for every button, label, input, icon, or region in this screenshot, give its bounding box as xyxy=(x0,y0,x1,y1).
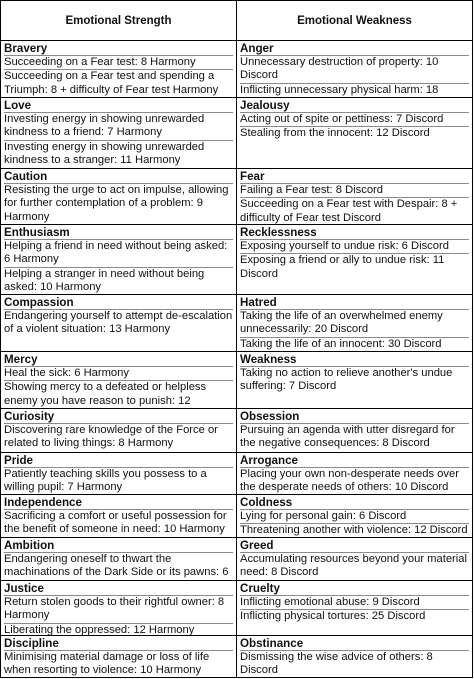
table-row xyxy=(1,636,473,678)
strength-title: Justice xyxy=(4,582,44,595)
weakness-entry: Inflicting emotional abuse: 9 Discord xyxy=(240,595,469,609)
weakness-title: Arrogance xyxy=(240,454,298,467)
weakness-title: Coldness xyxy=(240,496,293,509)
weakness-title: Hatred xyxy=(240,296,277,309)
weakness-title: Fear xyxy=(240,170,265,183)
strength-entry: Helping a friend in need without being asked: 6 Harmony xyxy=(4,239,233,267)
table-row xyxy=(1,409,473,453)
weakness-title: Anger xyxy=(240,42,274,55)
strength-title: Bravery xyxy=(4,42,48,55)
weakness-entry: Taking no action to relieve another's undue suffering: 7 Discord xyxy=(240,366,469,394)
strength-entry: Investing energy in showing unrewarded kindness to a friend: 7 Harmony xyxy=(4,112,233,140)
strength-title: Compassion xyxy=(4,296,74,309)
strength-cell xyxy=(1,538,237,580)
weakness-title: Weakness xyxy=(240,353,297,366)
table-row xyxy=(1,169,473,225)
strength-cell xyxy=(1,352,237,408)
weakness-entry: Taking the life of an overwhelmed enemy unnecessarily: 20 Discord xyxy=(240,309,469,337)
strength-cell xyxy=(1,581,237,635)
weakness-cell xyxy=(237,41,473,97)
strength-cell xyxy=(1,225,237,294)
strength-entry: Discovering rare knowledge of the Force or related to living things: 8 Harmony xyxy=(4,423,233,451)
strength-entry: Return stolen goods to their rightful owner: 8 Harmony xyxy=(4,595,233,623)
header-strength-label: Emotional Strength xyxy=(65,15,172,27)
weakness-entry: Succeeding on a Fear test with Despair: 8 + difficulty of Fear test Discord xyxy=(240,197,469,224)
strength-title: Pride xyxy=(4,454,33,467)
strength-entry: Succeeding on a Fear test: 8 Harmony xyxy=(4,55,233,69)
weakness-title: Jealousy xyxy=(240,99,290,112)
table-row xyxy=(1,98,473,169)
strength-entry: Investing energy in showing unrewarded kindness to a stranger: 11 Harmony xyxy=(4,140,233,168)
strength-title: Mercy xyxy=(4,353,38,366)
weakness-cell xyxy=(237,295,473,351)
strength-title: Love xyxy=(4,99,32,112)
strength-cell xyxy=(1,453,237,494)
strength-entry: Endangering yourself to attempt de-escalation of a violent situation: 13 Harmony xyxy=(4,310,233,336)
header-weakness-label: Emotional Weakness xyxy=(297,15,412,27)
strength-title: Ambition xyxy=(4,539,55,552)
weakness-entry: Exposing a friend or ally to undue risk: 11 Discord xyxy=(240,253,469,281)
table-row xyxy=(1,295,473,352)
strength-cell xyxy=(1,409,237,452)
weakness-title: Recklessness xyxy=(240,226,317,239)
strength-title: Enthusiasm xyxy=(4,226,70,239)
table-row xyxy=(1,352,473,409)
strength-cell xyxy=(1,636,237,677)
weakness-entry: Inflicting physical tortures: 25 Discord xyxy=(240,609,469,623)
strength-entry: Minimising material damage or loss of life when resorting to violence: 10 Harmony xyxy=(4,650,233,677)
strength-cell xyxy=(1,169,237,224)
strength-entry: Helping a stranger in need without being asked: 10 Harmony xyxy=(4,267,233,294)
strength-cell xyxy=(1,295,237,351)
weakness-entry: Exposing yourself to undue risk: 6 Discord xyxy=(240,239,469,253)
strength-entry: Endangering oneself to thwart the machinations of the Dark Side or its pawns: 6 xyxy=(4,552,233,580)
table-row xyxy=(1,581,473,636)
weakness-cell xyxy=(237,225,473,294)
weakness-cell xyxy=(237,538,473,580)
header-weakness xyxy=(237,1,473,40)
weakness-entry: Lying for personal gain: 6 Discord xyxy=(240,509,469,523)
weakness-entry: Acting out of spite or pettiness: 7 Discord xyxy=(240,112,469,126)
weakness-entry: Failing a Fear test: 8 Discord xyxy=(240,183,469,197)
strength-title: Caution xyxy=(4,170,48,183)
weakness-cell xyxy=(237,453,473,494)
weakness-cell xyxy=(237,98,473,168)
strength-entry: Showing mercy to a defeated or helpless enemy you have reason to punish: 12 xyxy=(4,380,233,408)
header-strength xyxy=(1,1,237,40)
strength-entry: Heal the sick: 6 Harmony xyxy=(4,366,233,380)
weakness-cell xyxy=(237,636,473,677)
weakness-cell xyxy=(237,352,473,408)
weakness-entry: Placing your own non-desperate needs over the desperate needs of others: 10 Discord xyxy=(240,467,469,494)
weakness-entry: Unnecessary destruction of property: 10 Discord xyxy=(240,55,469,83)
weakness-title: Obstinance xyxy=(240,637,304,650)
weakness-entry: Dismissing the wise advice of others: 8 Discord xyxy=(240,650,469,677)
weakness-entry: Threatening another with violence: 12 Discord xyxy=(240,524,468,537)
strength-entry: Sacrificing a comfort or useful possession for the benefit of someone in need: 10 Harmony xyxy=(4,509,233,537)
strength-entry: Succeeding on a Fear test and spending a Triumph: 8 + difficulty of Fear test Harmony xyxy=(4,69,233,97)
strength-cell xyxy=(1,495,237,537)
weakness-title: Obsession xyxy=(240,410,300,423)
weakness-cell xyxy=(237,495,473,537)
strength-cell xyxy=(1,41,237,97)
weakness-cell xyxy=(237,169,473,224)
table-row xyxy=(1,41,473,98)
weakness-cell xyxy=(237,581,473,635)
weakness-entry: Taking the life of an innocent: 30 Discord xyxy=(240,337,469,351)
weakness-entry: Accumulating resources beyond your material need: 8 Discord xyxy=(240,552,469,580)
strength-title: Discipline xyxy=(4,637,59,650)
table-row xyxy=(1,453,473,495)
weakness-title: Greed xyxy=(240,539,274,552)
strength-entry: Patiently teaching skills you possess to a willing pupil: 7 Harmony xyxy=(4,467,233,494)
weakness-title: Cruelty xyxy=(240,582,280,595)
strength-entry: Liberating the oppressed: 12 Harmony xyxy=(4,623,233,635)
weakness-entry: Pursuing an agenda with utter disregard for the negative consequences: 8 Discord xyxy=(240,423,469,451)
table-row xyxy=(1,225,473,295)
table-row xyxy=(1,495,473,538)
strength-cell xyxy=(1,98,237,168)
table-header-row xyxy=(1,1,473,41)
strength-entry: Resisting the urge to act on impulse, allowing for further contemplation of a problem: 9 Harmony xyxy=(4,183,233,224)
weakness-entry: Inflicting unnecessary physical harm: 18 xyxy=(240,83,469,97)
weakness-entry: Stealing from the innocent: 12 Discord xyxy=(240,126,469,140)
strength-title: Independence xyxy=(4,496,82,509)
weakness-cell xyxy=(237,409,473,452)
table-row xyxy=(1,538,473,581)
strength-title: Curiosity xyxy=(4,410,55,423)
